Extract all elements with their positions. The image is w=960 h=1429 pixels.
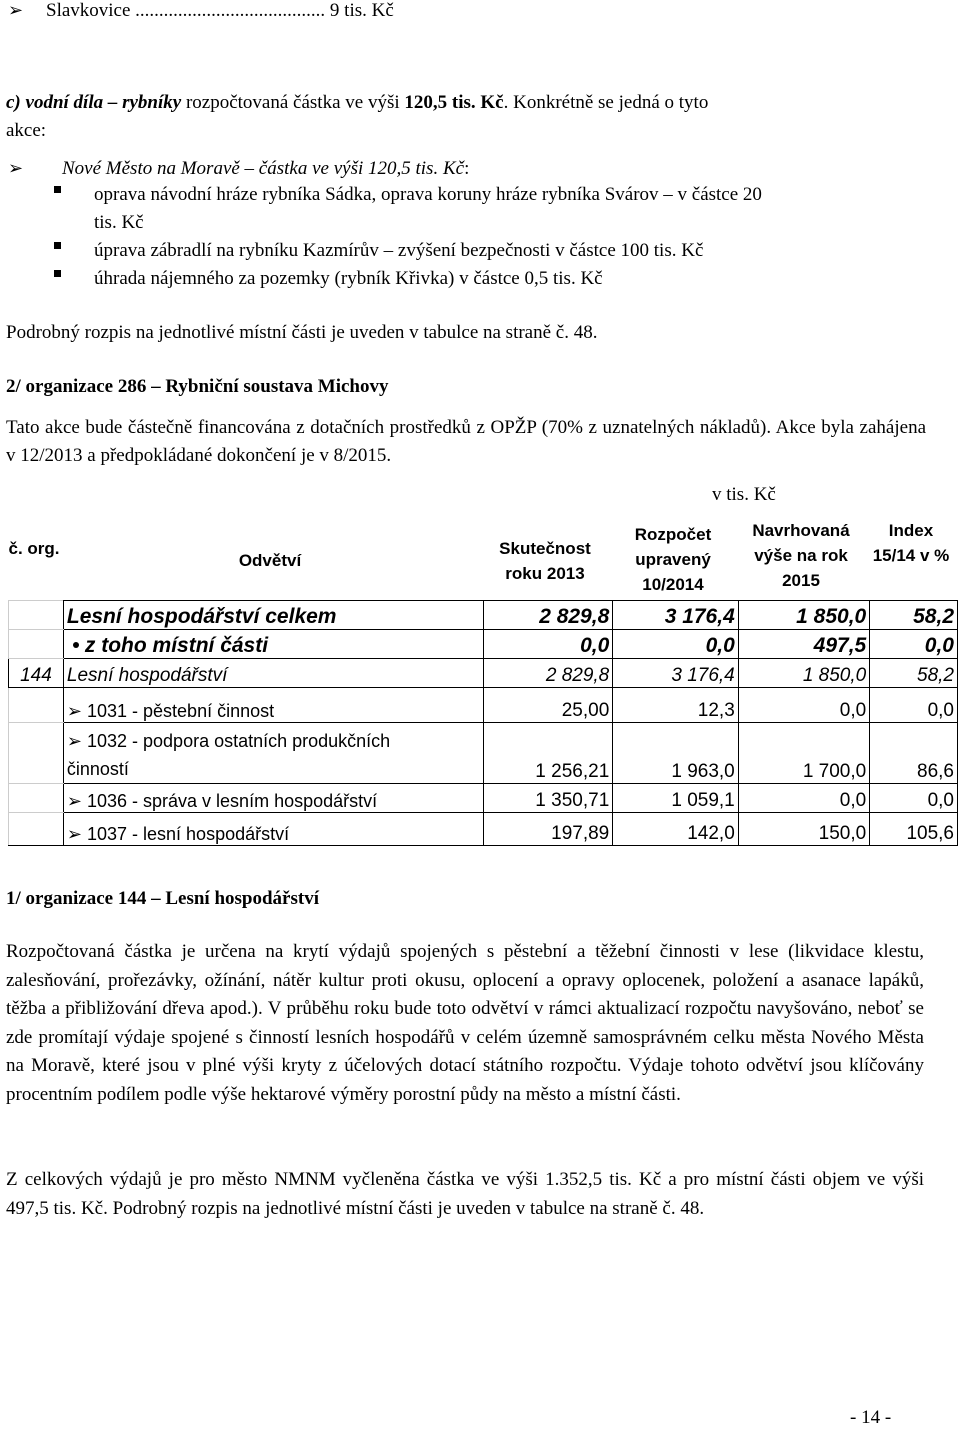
arrow-bullet-icon: ➢ xyxy=(66,824,82,844)
row-total-v3: 1 850,0 xyxy=(738,601,869,630)
section-2-heading: 2/ organizace 286 – Rybniční soustava Michovy xyxy=(6,376,389,397)
section-c-amount: 120,5 tis. Kč xyxy=(404,92,504,113)
section-c-heading: c) vodní díla – rybníky xyxy=(6,92,182,113)
header-odvetvi: Odvětví xyxy=(238,551,302,570)
section-c-end: . Konkrétně se jedná o tyto xyxy=(503,92,709,113)
page-number: - 14 - xyxy=(850,1407,892,1428)
row-1031-label: 1031 - pěstební činnost xyxy=(86,701,275,721)
table-row xyxy=(9,630,958,659)
square-bullet-icon xyxy=(54,184,61,196)
row-1032-v4: 86,6 xyxy=(870,723,958,784)
arrow-bullet-icon: ➢ xyxy=(8,158,24,178)
row-144-v1: 2 829,8 xyxy=(483,659,613,688)
row-1032-v2: 1 963,0 xyxy=(613,723,739,784)
header-index: Index 15/14 v % xyxy=(872,521,950,565)
section-c-line2: akce: xyxy=(6,120,47,141)
row-144-v4: 58,2 xyxy=(870,659,958,688)
table-row xyxy=(9,813,958,846)
town-line xyxy=(62,158,469,180)
square-bullet-icon xyxy=(54,268,61,280)
table-row xyxy=(9,659,958,688)
row-1031-v1: 25,00 xyxy=(483,688,613,723)
bullet1-line-a: oprava návodní hráze rybníka Sádka, oprava koruny hráze rybníka Svárov – v částce 20 xyxy=(94,184,762,205)
section-1-paragraph-1: Rozpočtovaná částka je určena na krytí výdajů spojených s pěstební a těžební činnosti v lese (likvidace klestu, zalesňování, prořezávky, ožínání, nátěr kultur proti okusu, oplocení a opravy oplocenek, položení a asanace lapáků, těžba a přibližování dřeva apod.). V průběhu roku bude toto odvětví v rámci aktualizací rozpočtu navyšováno, neboť se zde promítají výdaje spojené s činností lesních hospodářů v celém územně samosprávném celku města Nového Města na Moravě, které jsou v plné výši kryty z účelových dotací státního rozpočtu. Výdaje tohoto odvětví jsou klíčovány procentním podílem podle výše hektarové výměry porostní půdy na město a místní části. xyxy=(6,941,924,1105)
row-1036-v3: 0,0 xyxy=(738,784,869,813)
header-skutecnost: Skutečnost roku 2013 xyxy=(499,539,591,583)
row-local-v2: 0,0 xyxy=(613,630,739,659)
row-total-v4: 58,2 xyxy=(870,601,958,630)
row-144-label: Lesní hospodářství xyxy=(63,659,483,688)
town-colon: : xyxy=(464,158,470,179)
row-1037-v1: 197,89 xyxy=(483,813,613,846)
row-local-v1: 0,0 xyxy=(483,630,613,659)
arrow-bullet-icon: ➢ xyxy=(8,0,24,20)
row-1037-v4: 105,6 xyxy=(870,813,958,846)
row-local-v4: 0,0 xyxy=(870,630,958,659)
row-1031-v4: 0,0 xyxy=(870,688,958,723)
row-1031-v2: 12,3 xyxy=(613,688,739,723)
row-1036-v4: 0,0 xyxy=(870,784,958,813)
row-local-v3: 497,5 xyxy=(738,630,869,659)
row-total-v1: 2 829,8 xyxy=(483,601,613,630)
row-1032-v3: 1 700,0 xyxy=(738,723,869,784)
bullet2-line: úprava zábradlí na rybníku Kazmírův – zvýšení bezpečnosti v částce 100 tis. Kč xyxy=(94,240,704,261)
slavkovice-line: Slavkovice ........................................ 9 tis. Kč xyxy=(46,0,394,21)
row-total-label: Lesní hospodářství celkem xyxy=(66,605,337,628)
row-total-v2: 3 176,4 xyxy=(613,601,739,630)
header-org: č. org. xyxy=(8,539,60,558)
row-144-v3: 1 850,0 xyxy=(738,659,869,688)
row-1036-v1: 1 350,71 xyxy=(483,784,613,813)
header-rozpocet: Rozpočet upravený 10/2014 xyxy=(634,525,712,594)
row-144-v2: 3 176,4 xyxy=(613,659,739,688)
row-1037-label: 1037 - lesní hospodářství xyxy=(86,824,290,844)
bullet-dot-icon xyxy=(73,642,79,648)
section-c-line1 xyxy=(6,92,708,114)
bullet3-line: úhrada nájemného za pozemky (rybník Křivka) v částce 0,5 tis. Kč xyxy=(94,268,603,289)
row-1036-label: 1036 - správa v lesním hospodářství xyxy=(86,791,378,811)
bullet1-line-b: tis. Kč xyxy=(94,212,144,233)
row-1036-v2: 1 059,1 xyxy=(613,784,739,813)
table-row xyxy=(9,688,958,723)
row-144-org: 144 xyxy=(9,659,64,688)
section-c-text: rozpočtovaná částka ve výši xyxy=(185,92,400,113)
row-1037-v3: 150,0 xyxy=(738,813,869,846)
detail-line: Podrobný rozpis na jednotlivé místní části je uveden v tabulce na straně č. 48. xyxy=(6,322,598,343)
row-1037-v2: 142,0 xyxy=(613,813,739,846)
table-row xyxy=(9,784,958,813)
table-row xyxy=(9,723,958,784)
header-navrh: Navrhovaná výše na rok 2015 xyxy=(752,521,850,590)
row-local-label: z toho místní části xyxy=(84,634,269,657)
section-2-paragraph: Tato akce bude částečně financována z dotačních prostředků z OPŽP (70% z uznatelných nákladů). Akce byla zahájena v 12/2013 a předpokládané dokončení je v 8/2015. xyxy=(6,417,926,466)
row-1032-label-a: 1032 - podpora ostatních produkčních xyxy=(86,731,391,751)
row-1031-v3: 0,0 xyxy=(738,688,869,723)
square-bullet-icon xyxy=(54,240,61,252)
arrow-bullet-icon: ➢ xyxy=(66,731,82,751)
table-unit: v tis. Kč xyxy=(712,484,776,505)
arrow-bullet-icon: ➢ xyxy=(66,791,82,811)
row-1032-label-b: činností xyxy=(66,759,129,779)
table-row xyxy=(9,601,958,630)
section-1-paragraph-2: Z celkových výdajů je pro město NMNM vyčleněna částka ve výši 1.352,5 tis. Kč a pro místní části objem ve výši 497,5 tis. Kč. Podrobný rozpis na jednotlivé místní části je uveden v tabulce na straně č. 48. xyxy=(6,1169,924,1219)
town-text: Nové Město na Moravě – částka ve výši 120,5 tis. Kč xyxy=(62,158,465,179)
section-1-heading: 1/ organizace 144 – Lesní hospodářství xyxy=(6,888,319,909)
row-1032-v1: 1 256,21 xyxy=(483,723,613,784)
budget-table xyxy=(8,600,958,846)
arrow-bullet-icon: ➢ xyxy=(66,701,82,721)
